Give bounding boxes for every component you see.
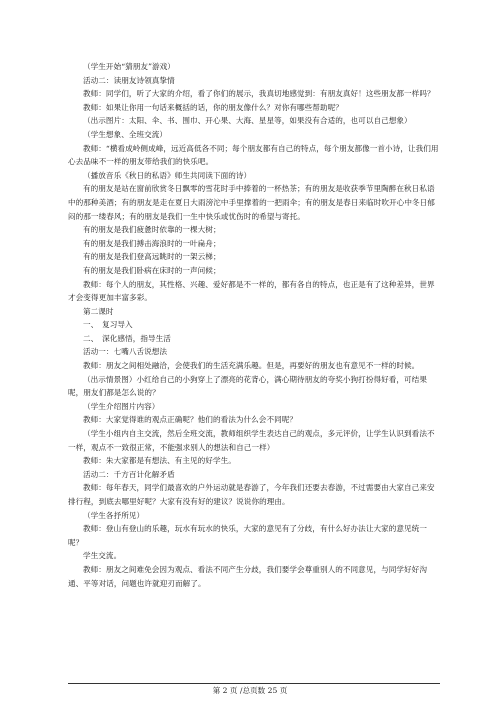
paragraph: 教师：朋友之间相处融洽，会使我们的生活充满乐趣。但是，再要好的朋友也有意见不一样的时候。: [83, 361, 420, 371]
paragraph: 教师：每个人的朋友，其性格、兴趣、爱好都是不一样的，都有各自的特点，也正是有了这种差异，世界才会变得更加丰富多彩。: [68, 279, 435, 303]
paragraph: 二、 深化感悟，指导生活: [83, 333, 171, 343]
paragraph: （学生介绍图片内容）: [83, 401, 160, 411]
paragraph: （学生想象、全班交流）: [83, 129, 168, 139]
paragraph: 活动二：千方百计化解矛盾: [83, 469, 175, 479]
paragraph: 有的朋友是我们疲惫时依靠的一棵大树；: [83, 225, 221, 235]
paragraph: （播放音乐《秋日的私语》师生共同读下面的诗）: [83, 170, 252, 180]
paragraph: （学生各抒所见）: [83, 510, 145, 520]
paragraph: 一、 复习导入: [83, 320, 133, 330]
paragraph: 活动一：七嘴八舌说想法: [83, 347, 168, 357]
paragraph: 教师：朱大家都是有想法、有主见的好学生。: [83, 456, 236, 466]
page-number-footer: 第 2 页 /总页数 25 页: [212, 686, 288, 695]
paragraph: 教师：大家觉得谁的观点正确呢？他们的看法为什么会不同呢？: [83, 415, 298, 425]
paragraph: 学生交流。: [83, 551, 122, 561]
paragraph: 有的朋友是站在窗前欣赏冬日飘零的雪花时手中捧着的一杯热茶；有的朋友是收获季节里陶醉在秋日私语中的那种美酒；有的朋友是走在夏日大雨滂沱中手里撑着的一把雨伞；有的朋友是春日来临时吹开心中冬日郁闷的那一缕春风；有的朋友是我们一生中快乐或忧伤时的希望与寄托。: [68, 184, 435, 221]
paragraph: （出示情景图）小红给自己的小狗穿上了漂亮的花背心，满心期待朋友的夸奖小狗打扮得好看，可结果呢，朋友们都是怎么说的？: [68, 374, 427, 398]
paragraph: 教师：“横看成岭侧成峰，远近高低各不同；每个朋友都有自己的特点，每个朋友都像一首小诗，让我们用心去品味不一样的朋友带给我们的快乐吧。: [68, 143, 439, 167]
paragraph: 教师：登山有登山的乐趣，玩水有玩水的快乐，大家的意见有了分歧，有什么好办法让大家的意见统一呢？: [68, 524, 427, 547]
paragraph: （学生小组内自主交流，然后全班交流，教师组织学生表达自己的观点，多元评价，让学生认识到看法不一样，观点不一致很正常，不能强求别人的想法和自己一样）: [68, 429, 435, 452]
document-body: [68, 60, 440, 590]
paragraph: 教师：每年春天，同学们最喜欢的户外运动就是春游了，今年我们还要去春游，不过需要由大家自己来安排行程，到底去哪里好呢？大家有没有好的建议？说说你的理由。: [68, 483, 435, 506]
paragraph: 第二课时: [83, 306, 114, 316]
paragraph: 有的朋友是我们卧病在床时的一声问候；: [83, 265, 221, 275]
paragraph: （出示图片：太阳、伞、书、围巾、开心果、大海、星星等，如果没有合适的，也可以自己想象）: [83, 116, 412, 126]
paragraph: 有的朋友是我们登高远眺时的一架云梯；: [83, 252, 221, 262]
paragraph: 教师：朋友之间难免会因为观点、看法不同产生分歧，我们要学会尊重别人的不同意见，与同学好好沟通、平等对话，问题也许就迎刃而解了。: [68, 564, 427, 588]
paragraph: 教师：如果让你用一句话来概括的话，你的朋友像什么？对你有哪些帮助呢？: [83, 102, 343, 112]
paragraph: 教师：同学们，听了大家的介绍，看了你们的展示，我真切地感觉到：有朋友真好！这些朋友都一样吗？: [83, 89, 435, 99]
paragraph: 有的朋友是我们搏击海浪时的一叶扁舟；: [83, 238, 221, 248]
footer-divider: [68, 683, 440, 684]
paragraph: （学生开始“猜朋友”游戏）: [83, 62, 175, 71]
paragraph: 活动二：读朋友诗领真挚情: [83, 75, 175, 85]
